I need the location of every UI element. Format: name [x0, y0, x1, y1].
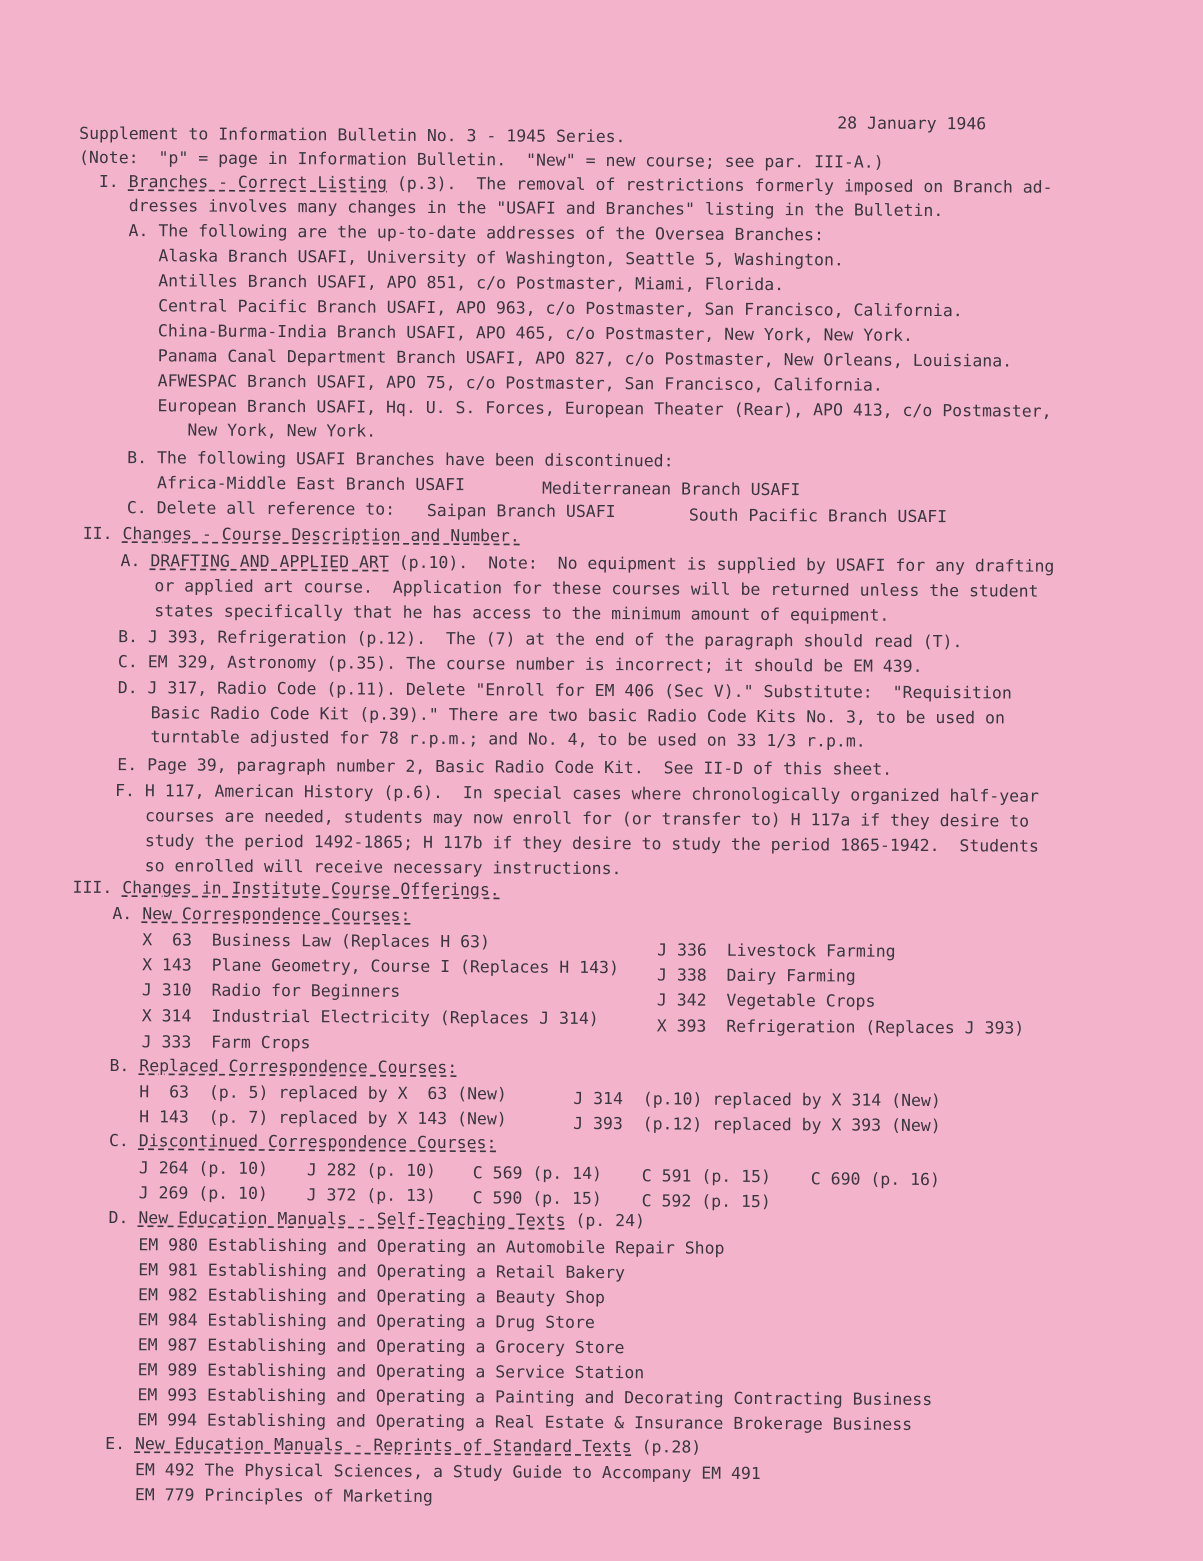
- section-2-number: II.: [82, 523, 113, 544]
- section-2d-text: turntable adjusted for 78 r.p.m.; and No. 4, to be used on 33 1/3 r.p.m.: [150, 727, 866, 751]
- section-3a-heading: [112, 903, 410, 927]
- branch-address-cont: New York, New York.: [187, 420, 377, 441]
- section-2-heading: [83, 523, 520, 548]
- discontinued-course: C 592 (p. 15): [641, 1191, 771, 1212]
- new-course: J 310 Radio for Beginners: [141, 980, 401, 1001]
- section-3d-label: D.: [108, 1208, 129, 1228]
- section-2f-text: so enrolled will receive necessary instructions.: [144, 856, 622, 879]
- new-course: X 393 Refrigeration (Replaces J 393): [656, 1016, 1025, 1038]
- section-3b-title: Replaced Correspondence Courses:: [139, 1056, 458, 1078]
- section-2a-title: DRAFTING AND APPLIED ART: [150, 551, 389, 572]
- section-3c-title: Discontinued Correspondence Courses:: [138, 1131, 497, 1153]
- replaced-course: J 393 (p.12) replaced by X 393 (New): [573, 1113, 941, 1136]
- section-2a-text: or applied art course. Application for these courses will be returned unless the student: [154, 576, 1039, 601]
- discontinued-course: C 590 (p. 15): [472, 1188, 602, 1209]
- section-2a-line: [120, 550, 1054, 578]
- new-course: X 314 Industrial Electricity (Replaces J 314): [141, 1006, 599, 1029]
- section-3a-label: A.: [112, 904, 133, 924]
- section-2c-text: C. EM 329, Astronomy (p.35). The course number is incorrect; it should be EM 439.: [117, 652, 923, 676]
- branch-address: Panama Canal Department Branch USAFI, APO 827, c/o Postmaster, New Orleans, Louisiana.: [157, 346, 1013, 371]
- deleted-branch: South Pacific Branch USAFI: [688, 505, 948, 527]
- discontinued-course: J 264 (p. 10): [138, 1158, 269, 1178]
- section-3a-title: New Correspondence Courses:: [142, 904, 411, 925]
- section-3e-title: New Education Manuals - Reprints of Standard Texts: [134, 1434, 632, 1457]
- document-note: (Note: "p" = page in Information Bulletin. "New" = new course; see par. III-A.): [78, 147, 884, 172]
- discontinued-course: C 591 (p. 15): [641, 1166, 772, 1187]
- section-3-number: III.: [72, 877, 113, 898]
- branch-address: European Branch USAFI, Hq. U. S. Forces, European Theater (Rear), APO 413, c/o Postmaster,: [157, 396, 1052, 421]
- new-course: X 63 Business Law (Replaces H 63): [142, 930, 490, 952]
- branch-address: AFWESPAC Branch USAFI, APO 75, c/o Postmaster, San Francisco, California.: [157, 371, 883, 395]
- education-manual: EM 981 Establishing and Operating a Retail Bakery: [138, 1260, 626, 1283]
- education-manual: EM 779 Principles of Marketing: [134, 1485, 433, 1507]
- section-3d-ref: (p. 24): [565, 1210, 646, 1231]
- discontinued-course: J 282 (p. 10): [306, 1160, 437, 1181]
- section-2b-text: B. J 393, Refrigeration (p.12). The (7) at the end of the paragraph should read (T).: [118, 627, 963, 652]
- document-date: 28 January 1946: [837, 113, 987, 134]
- section-2a-label: A.: [120, 551, 141, 571]
- discontinued-branch: Africa-Middle East Branch USAFI: [156, 473, 466, 495]
- section-2a-text: (p.10). Note: No equipment is supplied by USAFI for any drafting: [388, 552, 1055, 576]
- section-1-heading: [99, 171, 1053, 199]
- branch-address: Central Pacific Branch USAFI, APO 963, c/o Postmaster, San Francisco, California.: [158, 296, 963, 321]
- section-2e-text: E. Page 39, paragraph number 2, Basic Radio Code Kit. See II-D of this sheet.: [117, 755, 893, 779]
- section-2f-text: F. H 117, American History (p.6). In special cases where chronologically organized half-year: [115, 781, 1040, 806]
- deleted-branch: Saipan Branch USAFI: [426, 500, 616, 522]
- education-manual: EM 980 Establishing and Operating an Automobile Repair Shop: [138, 1235, 725, 1258]
- discontinued-course: C 569 (p. 14): [472, 1163, 603, 1184]
- discontinued-course: C 690 (p. 16): [810, 1169, 940, 1190]
- discontinued-branch: Mediterranean Branch USAFI: [541, 478, 801, 500]
- section-1-number: I.: [98, 171, 119, 192]
- section-1b-intro: B. The following USAFI Branches have been discontinued:: [127, 448, 674, 471]
- new-course: J 338 Dairy Farming: [656, 965, 856, 986]
- education-manual: EM 989 Establishing and Operating a Service Station: [137, 1360, 645, 1383]
- section-3d-title: New Education Manuals - Self-Teaching Texts: [138, 1208, 566, 1230]
- discontinued-course: J 372 (p. 13): [306, 1185, 436, 1206]
- section-1-title: Branches - Correct Listing: [128, 172, 388, 193]
- document-title: Supplement to Information Bulletin No. 3 - 1945 Series.: [79, 123, 626, 147]
- section-2f-text: study the period 1492-1865; H 117b if they desire to study the period 1865-1942. Students: [144, 831, 1039, 856]
- replaced-course: H 63 (p. 5) replaced by X 63 (New): [139, 1082, 507, 1104]
- branch-address: China-Burma-India Branch USAFI, APO 465, c/o Postmaster, New York, New York.: [157, 321, 913, 345]
- section-1a-intro: A. The following are the up-to-date addresses of the Oversea Branches:: [128, 221, 825, 245]
- section-2f-text: courses are needed, students may now enroll for (or transfer to) H 117a if they desire to: [144, 806, 1030, 831]
- section-3e-ref: (p.28): [631, 1437, 702, 1457]
- education-manual: EM 987 Establishing and Operating a Grocery Store: [137, 1335, 625, 1358]
- education-manual: EM 993 Establishing and Operating a Painting and Decorating Contracting Business: [137, 1385, 933, 1410]
- section-3d-heading: [108, 1207, 645, 1232]
- discontinued-course: J 269 (p. 10): [138, 1183, 268, 1203]
- section-2d-text: Basic Radio Code Kit (p.39)." There are two basic Radio Code Kits No. 3, to be used on: [150, 703, 1005, 728]
- section-2a-text: states specifically that he has access to the minimum amount of equipment.: [154, 601, 890, 625]
- section-1-continuation: dresses involves many changes in the "USAFI and Branches" listing in the Bulletin.: [128, 196, 944, 221]
- section-2-title: Changes - Course Description and Number.: [122, 524, 520, 546]
- new-course: J 333 Farm Crops: [141, 1032, 311, 1053]
- section-2d-text: D. J 317, Radio Code (p.11). Delete "Enroll for EM 406 (Sec V)." Substitute: "Requisition: [117, 678, 1012, 703]
- education-manual: EM 984 Establishing and Operating a Drug Store: [137, 1310, 595, 1332]
- new-course: J 342 Vegetable Crops: [656, 990, 876, 1011]
- section-3b-label: B.: [109, 1056, 130, 1076]
- education-manual: EM 492 The Physical Sciences, a Study Guide to Accompany EM 491: [134, 1460, 761, 1484]
- branch-address: Alaska Branch USAFI, University of Washington, Seattle 5, Washington.: [158, 246, 844, 270]
- section-1-ref: (p.3). The removal of restrictions formerly imposed on Branch ad-: [386, 173, 1053, 197]
- education-manual: EM 994 Establishing and Operating a Real Estate & Insurance Brokerage Business: [137, 1410, 913, 1434]
- replaced-course: J 314 (p.10) replaced by X 314 (New): [573, 1088, 941, 1111]
- new-course: X 143 Plane Geometry, Course I (Replaces H 143): [142, 955, 619, 978]
- branch-address: Antilles Branch USAFI, APO 851, c/o Postmaster, Miami, Florida.: [158, 271, 785, 295]
- section-3c-heading: [109, 1130, 497, 1154]
- section-1c-intro: C. Delete all reference to:: [126, 498, 396, 519]
- section-3b-heading: [109, 1055, 457, 1079]
- section-3-title: Changes in Institute Course Offerings.: [122, 878, 500, 900]
- section-3e-label: E.: [105, 1434, 126, 1454]
- new-course: J 336 Livestock Farming: [657, 940, 896, 961]
- section-3-heading: [72, 877, 499, 902]
- section-3c-label: C.: [108, 1131, 129, 1151]
- education-manual: EM 982 Establishing and Operating a Beauty Shop: [138, 1285, 606, 1308]
- section-3e-heading: [105, 1433, 701, 1459]
- replaced-course: H 143 (p. 7) replaced by X 143 (New): [139, 1107, 507, 1129]
